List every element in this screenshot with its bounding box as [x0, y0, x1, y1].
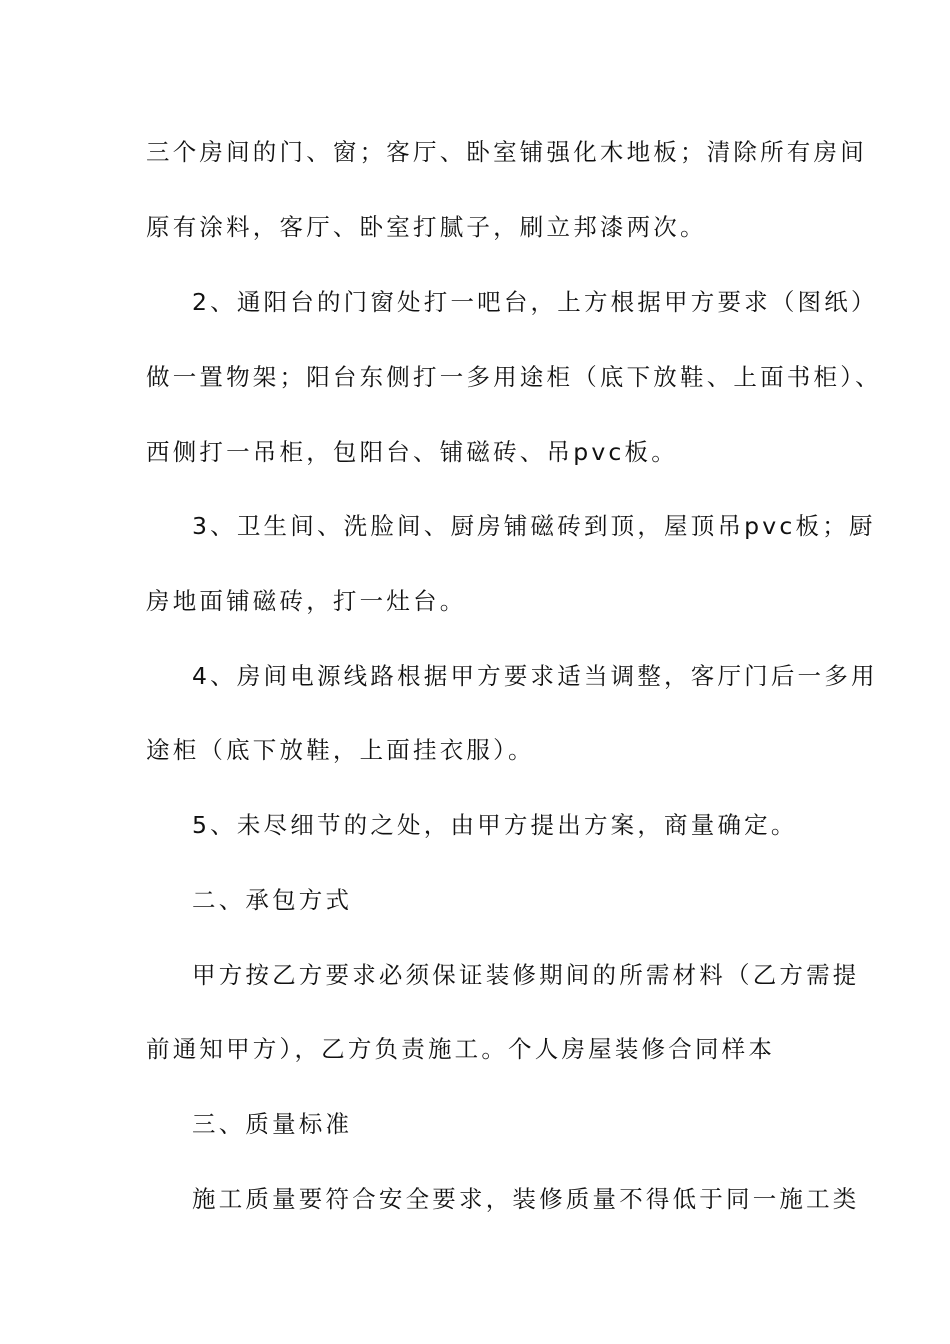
text-line-7: 房地面铺磁砖，打一灶台。	[146, 587, 467, 615]
text-line-3: 2、通阳台的门窗处打一吧台，上方根据甲方要求（图纸）	[192, 288, 878, 316]
text-line-10: 5、未尽细节的之处，由甲方提出方案，商量确定。	[192, 811, 798, 839]
text-line-2: 原有涂料，客厅、卧室打腻子，刷立邦漆两次。	[146, 213, 707, 241]
text-line-9: 途柜（底下放鞋，上面挂衣服）。	[146, 736, 535, 764]
text-line-6: 3、卫生间、洗脸间、厨房铺磁砖到顶，屋顶吊pvc板；厨	[192, 512, 876, 540]
text-line-12: 甲方按乙方要求必须保证装修期间的所需材料（乙方需提	[192, 961, 860, 989]
section-heading-quality-standard: 三、质量标准	[192, 1110, 353, 1138]
text-line-13: 前通知甲方），乙方负责施工。个人房屋装修合同样本	[146, 1035, 776, 1063]
text-line-5: 西侧打一吊柜，包阳台、铺磁砖、吊pvc板。	[146, 438, 678, 466]
text-line-1: 三个房间的门、窗；客厅、卧室铺强化木地板；清除所有房间	[146, 138, 867, 166]
text-line-8: 4、房间电源线路根据甲方要求适当调整，客厅门后一多用	[192, 662, 878, 690]
section-heading-contract-method: 二、承包方式	[192, 886, 353, 914]
text-line-4: 做一置物架；阳台东侧打一多用途柜（底下放鞋、上面书柜）、	[146, 363, 882, 391]
text-line-15: 施工质量要符合安全要求，装修质量不得低于同一施工类	[192, 1185, 860, 1213]
